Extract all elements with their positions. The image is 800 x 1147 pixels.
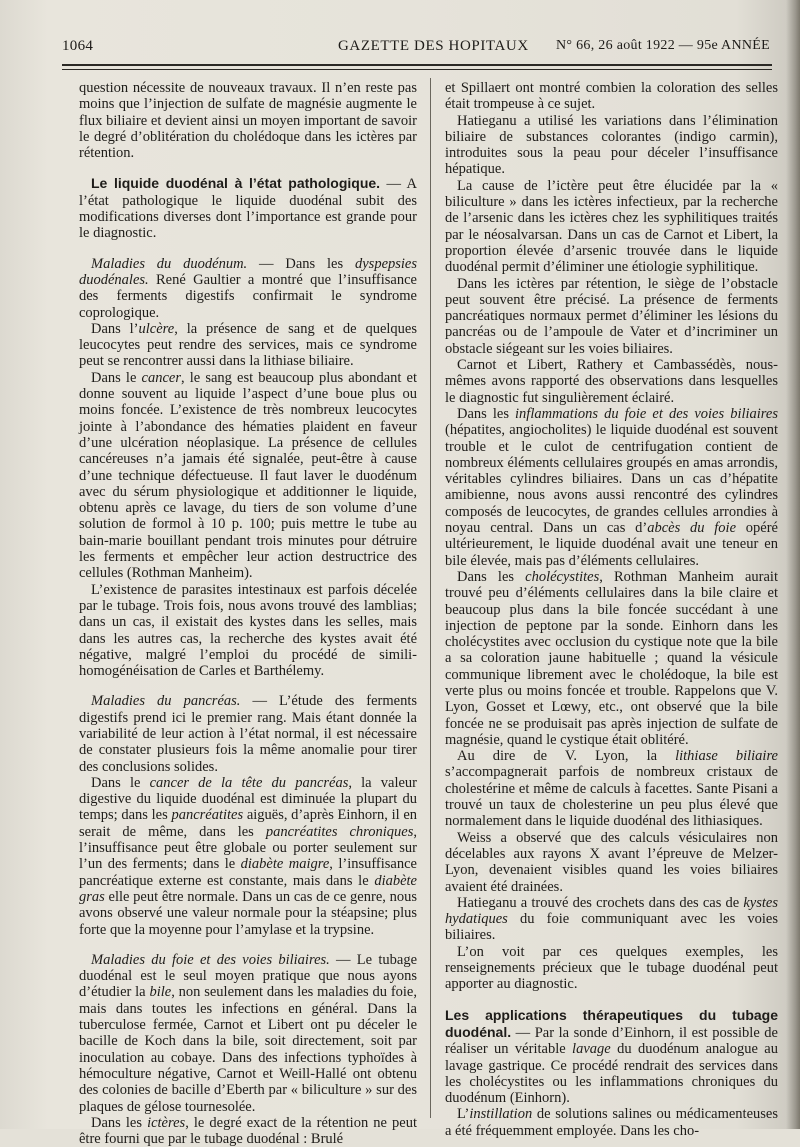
section-heading: Les applications thérapeutiques du tubage duodénal. — [445, 1006, 778, 1040]
running-header — [62, 38, 770, 60]
paragraph: question nécessite de nouveaux travaux. Il n’en reste pas moins que l’injection de sulfate de magnésie augmente le flux biliaire et devient ainsi un moyen important de savoir le degré d’oblitération du cholédoque dans les ictères par rétention. — [79, 80, 417, 162]
paragraph-pancreas: Maladies du pancréas. — L’étude des ferments digestifs prend ici le premier rang. Mais étant donnée la variabilité de leur action à l’état normal, il est nécessaire de constater plusieurs fois la même anomalie pour tirer des conclusions solides. — [79, 693, 418, 775]
paragraph: Hatieganu a trouvé des crochets dans des cas de kystes hydatiques du foie communiquant avec les voies biliaires. — [445, 894, 778, 944]
paragraph: Carnot et Libert, Rathery et Cambassédès, nous-mêmes avons rapporté des observations dans lesquelles le diagnostic fut singulièrement éclairé. — [445, 357, 778, 406]
paragraph: Dans le cancer de la tête du pancréas, la valeur digestive du liquide duodénal est diminuée la plupart du temps; dans les pancréatites aiguës, d’après Einhorn, il en serait de même, dans les pancréatites chroniques, l’insuffisance peut être globale ou porter seulement sur l’un des ferments; dans le diabète maigre, l’insuffisance pancréatique externe est constante, mais dans le diabète gras elle peut être normale. Dans un cas de ce genre, nous avons observé une valeur normale pour la stéapsine; plus forte que la moyenne pour l’amylase et la trypsine. — [79, 774, 418, 938]
paragraph: Dans les ictères par rétention, le siège de l’obstacle peut souvent être précisé. La présence de ferments pancréatiques normaux permet d’éliminer les lésions du pancréas ou de l’ampoule de Vater et d’incriminer un obstacle siégeant sur les voies biliaires. — [445, 275, 778, 357]
page-number: 1064 — [62, 38, 94, 54]
header-rule-thick — [62, 64, 772, 66]
paragraph: Au dire de V. Lyon, la lithiase biliaire s’accompagnerait parfois de nombreux cristaux de cholestérine et même de calculs à facettes. Sante Pisani a trouvé un taux de cholesterine un peu plus élevé que normalement dans le liquide duodénal des lithiasiques. — [445, 748, 778, 830]
right-column — [445, 80, 778, 1139]
paragraph: Dans le cancer, le sang est beaucoup plus abondant et donne souvent au liquide l’aspect d’une boue plus ou moins foncée. L’existence de très nombreux leucocytes jointe à l’abondance des hématies plaident en faveur d’une ulcération néoplasique. La présence de cellules cancéreuses n’a jamais été signalée, peut-être à cause d’une technique défectueuse. Il faut laver le duodénum avec du sérum physiologique et additionner le liquide, obtenu après ce lavage, du tiers de son volume d’une solution de formol à 10 p. 100; puis mettre le tube au bain-marie bouillant pendant trois minutes pour détruire les ferments et empêcher leur action destructrice des cellules (Rothman Manheim). — [79, 369, 418, 582]
section-pathologique: Le liquide duodénal à l’état pathologique. — A l’état pathologique le liquide duodénal subit des modifications diverses dont l’importance est grande pour le diagnostic. — [79, 175, 417, 242]
issue-info: N° 66, 26 août 1922 — 95e ANNÉE — [556, 38, 770, 53]
page-edge-shadow — [786, 0, 800, 1129]
paragraph: Dans les inflammations du foie et des voies biliaires (hépatites, angiocholites) le liquide duodénal est souvent trouble et le culot de centrifugation contient de nombreux éléments cellulaires groupés en amas arrondis, véritables cylindres biliaires. Dans un cas d’hépatite amibienne, nous avons aussi rencontré des cylindres composés de leucocytes, de grandes cellules arrondies à noyau central. Dans un cas d’abcès du foie opéré ultérieurement, le liquide duodénal avait une teneur en bile élevée, mais pas d’éléments cellulaires. — [445, 405, 778, 569]
paragraph: La cause de l’ictère peut être élucidée par la « biliculture » dans les ictères infectieux, par la recherche de l’arsenic dans les ictères chez les syphilitiques traités par le néosalvarsan. Dans un cas de Carnot et Libert, la proportion élevée d’arsenic trouvée dans le liquide duodénal permit d’éliminer une étiologie syphilitique. — [445, 177, 778, 276]
paragraph: Dans l’ulcère, la présence de sang et de quelques leucocytes peut rendre des services, mais ce syndrome peut se rencontrer aussi dans la lithiase biliaire. — [79, 320, 417, 370]
paragraph: L’on voit par ces quelques exemples, les renseignements précieux que le tubage duodénal peut apporter au diagnostic. — [445, 943, 778, 993]
subheading-italic: Maladies du duodénum. — [91, 255, 248, 272]
paragraph: Hatieganu a utilisé les variations dans l’élimination biliaire de substances colorantes (indigo carmin), introduites sous la peau pour déceler l’insuffisance hépatique. — [445, 112, 778, 178]
section-heading: Le liquide duodénal à l’état pathologique. — [91, 175, 381, 192]
section-therapeutiques: Les applications thérapeutiques du tubage duodénal. — Par la sonde d’Einhorn, il est possible de réaliser un véritable lavage du duodénum analogue au lavage gastrique. Ce procédé rendrait des services dans les cholécystites ou les inflammations chroniques du duodénum (Einhorn). — [445, 1006, 778, 1107]
paragraph: Dans les ictères, le degré exact de la rétention ne peut être fourni que par le tubage duodénal : Brulé — [79, 1114, 417, 1147]
paragraph: Weiss a observé que des calculs vésiculaires non décelables aux rayons X avant l’épreuve de Melzer-Lyon, devenaient visibles quand les voies biliaires avaient été drainées. — [445, 829, 778, 895]
journal-title: GAZETTE DES HOPITAUX — [338, 38, 529, 54]
paragraph-duodenum: Maladies du duodénum. — Dans les dyspepsies duodénales. René Gaultier a montré que l’insuffisance des ferments digestifs confirmait le syndrome coprologique. — [79, 255, 417, 321]
paragraph: Dans les cholécystites, Rothman Manheim aurait trouvé peu d’éléments cellulaires dans la bile claire et beaucoup plus dans la bile foncée succédant à une injection de peptone par la sonde. Einhorn dans les cholécystites avec occlusion du cystique note que la bile a sa coloration jaune habituelle ; quand la vésicule communique librement avec le cholédoque, la bile est verte plus ou moins foncée et trouble. Rappelons que V. Lyon, Gosset et Lœwy, etc., ont observé que la bile foncée ne se produisait pas après injection de sulfate de magnésie, quand le cystique était oblitéré. — [445, 568, 778, 748]
subheading-italic: Maladies du pancréas. — [91, 693, 241, 710]
header-rule-thin — [62, 69, 772, 70]
subheading-italic: Maladies du foie et des voies biliaires. — [91, 951, 330, 968]
left-column — [79, 80, 417, 1147]
paragraph: et Spillaert ont montré combien la coloration des selles était trompeuse à ce sujet. — [445, 80, 778, 113]
column-separator — [430, 78, 431, 1118]
paragraph: L’instillation de solutions salines ou médicamenteuses a été fréquemment employée. Dans les cho- — [445, 1106, 778, 1139]
paragraph-foie: Maladies du foie et des voies biliaires. — Le tubage duodénal est le seul moyen pratique que nous ayons d’étudier la bile, non seulement dans les maladies du foie, mais dans toutes les infections en général. Dans la tuberculose fermée, Carnot et Libert ont pu déceler le bacille de Koch dans la bile, soit directement, soit par inoculation au cobaye. Dans des infections typhoïdes à hémoculture négative, Carnot et Weill-Hallé ont obtenu des colonies de bacille d’Eberth par « biliculture » sur des plaques de gélose tournesolée. — [79, 951, 418, 1115]
paragraph: L’existence de parasites intestinaux est parfois décelée par le tubage. Trois fois, nous avons trouvé des lamblias; dans un cas, il existait des kystes dans les selles, mais dans les autres cas, la recherche des kystes avait été négative, malgré l’emploi du procédé de simili-homogénéisation de Carles et Barthélemy. — [79, 581, 417, 680]
